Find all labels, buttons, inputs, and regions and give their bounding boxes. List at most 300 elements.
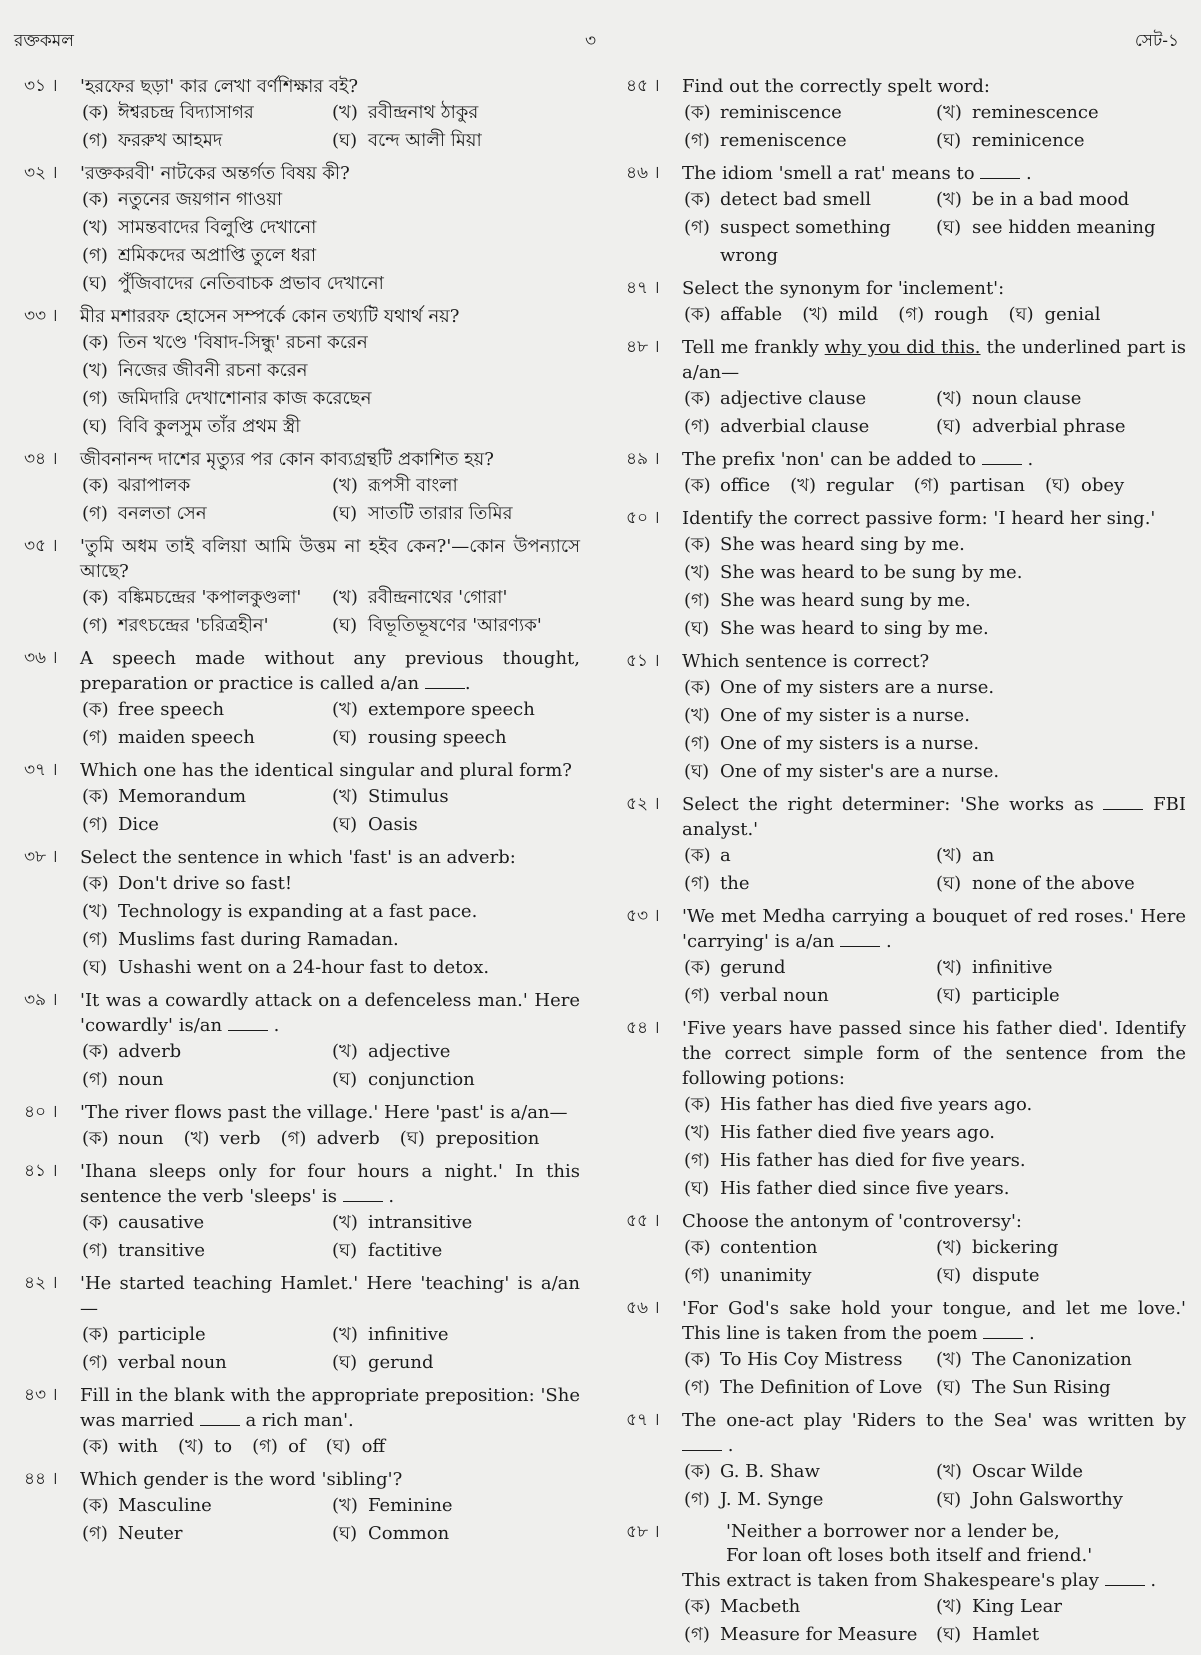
question-text	[682, 447, 1186, 472]
option-text: She was heard sing by me.	[720, 534, 965, 555]
question	[24, 447, 580, 528]
question	[24, 988, 580, 1094]
option-marker: (খ)	[936, 388, 962, 409]
answer-option[interactable]	[330, 783, 580, 811]
option-marker: (গ)	[82, 814, 108, 835]
answer-option[interactable]	[934, 1374, 1186, 1402]
answer-option[interactable]	[934, 1262, 1186, 1290]
answer-option[interactable]	[800, 301, 878, 329]
question	[24, 646, 580, 752]
option-text: infinitive	[368, 1324, 449, 1345]
option-marker: (খ)	[936, 1349, 962, 1370]
question	[24, 161, 580, 298]
question-body	[80, 758, 580, 839]
answer-option[interactable]	[80, 1433, 158, 1461]
option-marker: (ক)	[82, 475, 109, 496]
question-body	[80, 1467, 580, 1548]
answer-option[interactable]	[682, 1234, 934, 1262]
answer-option[interactable]	[330, 1492, 580, 1520]
answer-option[interactable]	[682, 1621, 934, 1649]
option-text: office	[720, 475, 771, 496]
answer-options	[80, 99, 580, 155]
answer-option[interactable]	[330, 584, 580, 612]
option-marker: (খ)	[183, 1128, 210, 1149]
question-body	[80, 161, 580, 298]
answer-option[interactable]	[682, 186, 934, 214]
text-segment: Which gender is the word 'sibling'?	[80, 1469, 403, 1490]
option-text: ঈশ্বরচন্দ্র বিদ্যাসাগর	[118, 102, 254, 123]
question-body	[80, 74, 580, 155]
answer-option[interactable]	[682, 702, 1186, 730]
answer-option[interactable]	[682, 1458, 934, 1486]
option-marker: (খ)	[936, 845, 962, 866]
fill-blank	[343, 1187, 383, 1202]
answer-option[interactable]	[934, 214, 1186, 270]
answer-option[interactable]	[934, 99, 1186, 127]
answer-option[interactable]	[330, 1038, 580, 1066]
option-text: বিবি কুলসুম তাঁর প্রথম স্ত্রী	[118, 416, 301, 437]
answer-option[interactable]	[682, 1262, 934, 1290]
question-body	[682, 1408, 1186, 1514]
option-text: gerund	[368, 1352, 434, 1373]
option-text: with	[118, 1436, 158, 1457]
answer-option[interactable]	[934, 1593, 1186, 1621]
text-segment: .	[880, 931, 892, 952]
option-marker: (গ)	[82, 388, 108, 409]
answer-option[interactable]	[80, 214, 580, 242]
question-text	[80, 1383, 580, 1433]
answer-option[interactable]	[682, 413, 934, 441]
answer-option[interactable]	[330, 1321, 580, 1349]
text-segment: 'For God's sake hold your tongue, and let me love.' This line is taken from the poem	[682, 1298, 1186, 1344]
answer-option[interactable]	[934, 1621, 1186, 1649]
option-marker: (গ)	[684, 1377, 710, 1398]
answer-option[interactable]	[80, 1038, 330, 1066]
answer-option[interactable]	[934, 842, 1186, 870]
option-text: verbal noun	[118, 1352, 227, 1373]
option-text: Common	[368, 1523, 450, 1544]
answer-option[interactable]	[80, 472, 330, 500]
answer-option[interactable]	[934, 1486, 1186, 1514]
answer-option[interactable]	[80, 1492, 330, 1520]
option-text: noun clause	[972, 388, 1082, 409]
option-text: contention	[720, 1237, 818, 1258]
text-segment: Identify the correct passive form: 'I heard her sing.'	[682, 508, 1156, 529]
question-number: ৪৭ ।	[626, 278, 660, 298]
option-text: শ্রমিকদের অপ্রাপ্তি তুলে ধরা	[118, 245, 317, 266]
question-body	[80, 1159, 580, 1265]
option-text: off	[361, 1436, 386, 1457]
option-text: suspect something wrong	[720, 217, 891, 266]
fill-blank	[840, 932, 880, 947]
question-text	[80, 1159, 580, 1209]
question-body	[80, 988, 580, 1094]
answer-option[interactable]	[250, 1433, 306, 1461]
answer-option[interactable]	[80, 500, 330, 528]
answer-option[interactable]	[682, 385, 934, 413]
text-segment: জীবনানন্দ দাশের মৃত্যুর পর কোন কাব্যগ্রন্থটি প্রকাশিত হয়?	[80, 449, 494, 470]
option-marker: (ক)	[82, 1495, 109, 1516]
answer-option[interactable]	[682, 1486, 934, 1514]
option-text: One of my sister's are a nurse.	[720, 761, 1000, 782]
question	[626, 447, 1186, 500]
answer-option[interactable]	[80, 1321, 330, 1349]
answer-option[interactable]	[934, 954, 1186, 982]
option-marker: (ঘ)	[332, 814, 358, 835]
answer-option[interactable]	[330, 1066, 580, 1094]
option-text: mild	[838, 304, 879, 325]
option-marker: (ক)	[82, 1436, 109, 1457]
answer-option[interactable]	[330, 811, 580, 839]
answer-option[interactable]	[682, 1346, 934, 1374]
option-marker: (ঘ)	[82, 273, 108, 294]
option-text: The Sun Rising	[972, 1377, 1111, 1398]
answer-option[interactable]	[934, 982, 1186, 1010]
option-text: factitive	[368, 1240, 443, 1261]
answer-option[interactable]	[682, 301, 782, 329]
answer-option[interactable]	[682, 1147, 1186, 1175]
option-marker: (ঘ)	[936, 416, 962, 437]
answer-option[interactable]	[934, 413, 1186, 441]
question-text	[80, 758, 580, 783]
answer-option[interactable]	[682, 730, 1186, 758]
answer-option[interactable]	[80, 186, 580, 214]
answer-option[interactable]	[80, 898, 580, 926]
text-segment: Fill in the blank with the appropriate preposition: 'She was married	[80, 1385, 580, 1431]
answer-option[interactable]	[682, 982, 934, 1010]
question-body	[682, 1016, 1186, 1203]
text-segment: .	[1144, 1570, 1157, 1591]
question-number: ৫৬ ।	[626, 1298, 660, 1318]
option-marker: (ঘ)	[936, 1489, 962, 1510]
answer-option[interactable]	[934, 186, 1186, 214]
answer-option[interactable]	[682, 99, 934, 127]
answer-option[interactable]	[682, 870, 934, 898]
question-text	[682, 276, 1186, 301]
option-text: to	[214, 1436, 233, 1457]
text-segment: 'It was a cowardly attack on a defenceless man.' Here 'cowardly' is/an	[80, 990, 580, 1036]
question	[626, 276, 1186, 329]
answer-option[interactable]	[682, 472, 770, 500]
question-number: ৫৪ ।	[626, 1018, 660, 1038]
answer-options	[80, 1321, 580, 1377]
answer-option[interactable]	[80, 1066, 330, 1094]
answer-option[interactable]	[682, 1091, 1186, 1119]
option-text: তিন খণ্ডে 'বিষাদ-সিন্ধু' রচনা করেন	[118, 332, 368, 353]
option-text: Oscar Wilde	[972, 1461, 1084, 1482]
answer-option[interactable]	[682, 1119, 1186, 1147]
text-segment: 'রক্তকরবী' নাটকের অন্তর্গত বিষয় কী?	[80, 163, 350, 184]
option-text: পুঁজিবাদের নেতিবাচক প্রভাব দেখানো	[118, 273, 384, 294]
answer-option[interactable]	[176, 1433, 232, 1461]
option-marker: (খ)	[936, 957, 962, 978]
question-number: ৩৫ ।	[24, 536, 58, 556]
answer-option[interactable]	[682, 1374, 934, 1402]
option-text: adverbial clause	[720, 416, 870, 437]
answer-option[interactable]	[1043, 472, 1124, 500]
question-body	[682, 1296, 1186, 1402]
answer-option[interactable]	[80, 127, 330, 155]
option-marker: (ক)	[82, 332, 109, 353]
answer-option[interactable]	[330, 500, 580, 528]
answer-option[interactable]	[330, 1237, 580, 1265]
question-number: ৫৮ ।	[626, 1522, 660, 1542]
text-segment: This extract is taken from Shakespeare's play	[682, 1570, 1105, 1591]
option-marker: (গ)	[684, 985, 710, 1006]
answer-option[interactable]	[934, 870, 1186, 898]
answer-option[interactable]	[896, 301, 988, 329]
answer-option[interactable]	[934, 127, 1186, 155]
option-marker: (ক)	[82, 1041, 109, 1062]
option-text: John Galsworthy	[972, 1489, 1123, 1510]
option-text: reminicence	[972, 130, 1085, 151]
answer-option[interactable]	[682, 559, 1186, 587]
option-marker: (খ)	[684, 1122, 710, 1143]
option-text: The Canonization	[972, 1349, 1132, 1370]
answer-option[interactable]	[398, 1125, 540, 1153]
text-segment: .	[722, 1435, 734, 1456]
answer-option[interactable]	[80, 413, 580, 441]
option-text: She was heard to sing by me.	[720, 618, 989, 639]
answer-option[interactable]	[80, 270, 580, 298]
answer-option[interactable]	[80, 954, 580, 982]
answer-option[interactable]	[80, 385, 580, 413]
answer-option[interactable]	[80, 870, 580, 898]
answer-option[interactable]	[279, 1125, 380, 1153]
answer-option[interactable]	[682, 127, 934, 155]
option-marker: (গ)	[684, 590, 710, 611]
answer-options	[682, 531, 1186, 643]
text-segment: Which sentence is correct?	[682, 651, 930, 672]
answer-option[interactable]	[80, 1237, 330, 1265]
option-text: adjective clause	[720, 388, 867, 409]
answer-options	[80, 1038, 580, 1094]
option-text: Muslims fast during Ramadan.	[118, 929, 399, 950]
answer-option[interactable]	[324, 1433, 386, 1461]
question-number: ৪২ ।	[24, 1273, 58, 1293]
option-marker: (গ)	[82, 245, 108, 266]
question-text	[682, 1568, 1186, 1593]
answer-option[interactable]	[80, 329, 580, 357]
left-column	[24, 74, 580, 1554]
underlined-phrase: why you did this.	[824, 337, 981, 358]
option-text: Memorandum	[118, 786, 247, 807]
option-marker: (ঘ)	[936, 1377, 962, 1398]
answer-option[interactable]	[80, 724, 330, 752]
option-marker: (খ)	[332, 1324, 358, 1345]
answer-option[interactable]	[330, 472, 580, 500]
question	[626, 1016, 1186, 1203]
text-segment: the underlined part is a/an—	[682, 337, 1186, 383]
fill-blank	[682, 1436, 722, 1451]
option-marker: (ঘ)	[82, 957, 108, 978]
answer-option[interactable]	[330, 696, 580, 724]
option-marker: (খ)	[332, 1041, 358, 1062]
answer-option[interactable]	[80, 696, 330, 724]
question-body	[80, 447, 580, 528]
option-marker: (গ)	[280, 1128, 307, 1149]
option-text: adverb	[316, 1128, 380, 1149]
answer-option[interactable]	[788, 472, 893, 500]
option-text: To His Coy Mistress	[720, 1349, 903, 1370]
option-text: One of my sisters is a nurse.	[720, 733, 980, 754]
question-body	[80, 304, 580, 441]
question	[24, 74, 580, 155]
question	[626, 74, 1186, 155]
answer-option[interactable]	[80, 1125, 164, 1153]
option-marker: (ঘ)	[936, 217, 962, 238]
option-marker: (খ)	[332, 1495, 358, 1516]
option-marker: (ঘ)	[332, 727, 358, 748]
question-body	[80, 1100, 580, 1153]
answer-option[interactable]	[330, 1349, 580, 1377]
answer-options	[682, 1458, 1186, 1514]
question-text	[80, 161, 580, 186]
option-marker: (খ)	[936, 1596, 962, 1617]
text-segment: The idiom 'smell a rat' means to	[682, 163, 981, 184]
text-segment: 'তুমি অধম তাই বলিয়া আমি উত্তম না হইব কেন?'—কোন উপন্যাসে আছে?	[80, 536, 580, 582]
answer-options	[80, 1125, 580, 1153]
answer-option[interactable]	[682, 615, 1186, 643]
answer-option[interactable]	[934, 1234, 1186, 1262]
question	[626, 1209, 1186, 1290]
option-text: unanimity	[720, 1265, 812, 1286]
option-marker: (ক)	[684, 1094, 711, 1115]
option-text: the	[720, 873, 750, 894]
answer-options	[682, 186, 1186, 270]
question-body	[682, 1520, 1186, 1649]
question-text	[80, 646, 580, 696]
answer-option[interactable]	[80, 99, 330, 127]
question-text	[682, 1296, 1186, 1346]
option-marker: (খ)	[684, 562, 710, 583]
answer-option[interactable]	[182, 1125, 261, 1153]
answer-option[interactable]	[934, 385, 1186, 413]
answer-options	[682, 301, 1186, 329]
text-segment: Which one has the identical singular and plural form?	[80, 760, 572, 781]
answer-option[interactable]	[682, 674, 1186, 702]
answer-option[interactable]	[80, 242, 580, 270]
option-text: ফররুখ আহমদ	[118, 130, 223, 151]
question	[24, 1467, 580, 1548]
answer-options	[80, 1492, 580, 1548]
text-segment: FBI analyst.'	[682, 794, 1186, 840]
option-marker: (ক)	[684, 845, 711, 866]
option-text: His father has died five years ago.	[720, 1094, 1033, 1115]
option-marker: (গ)	[913, 475, 940, 496]
option-text: ঝরাপালক	[118, 475, 191, 496]
option-marker: (খ)	[332, 475, 358, 496]
option-marker: (ক)	[684, 1596, 711, 1617]
answer-option[interactable]	[682, 954, 934, 982]
option-marker: (গ)	[82, 1069, 108, 1090]
answer-options	[80, 472, 580, 528]
option-text: see hidden meaning	[972, 217, 1156, 238]
question-number: ৩২ ।	[24, 163, 58, 183]
answer-options	[80, 584, 580, 640]
answer-option[interactable]	[682, 587, 1186, 615]
answer-option[interactable]	[682, 1593, 934, 1621]
answer-option[interactable]	[682, 531, 1186, 559]
answer-option[interactable]	[330, 99, 580, 127]
option-text: Macbeth	[720, 1596, 801, 1617]
answer-options	[682, 1234, 1186, 1290]
answer-option[interactable]	[330, 612, 580, 640]
answer-option[interactable]	[80, 783, 330, 811]
option-marker: (ক)	[82, 786, 109, 807]
fill-blank	[982, 450, 1022, 465]
fill-blank	[1105, 1571, 1145, 1586]
question-text	[80, 1467, 580, 1492]
option-marker: (খ)	[332, 587, 358, 608]
question-text	[682, 335, 1186, 385]
answer-option[interactable]	[80, 1209, 330, 1237]
option-marker: (গ)	[684, 733, 710, 754]
option-marker: (গ)	[82, 727, 108, 748]
text-segment: a rich man'.	[239, 1410, 354, 1431]
answer-option[interactable]	[934, 1346, 1186, 1374]
question-number: ৪৫ ।	[626, 76, 660, 96]
text-segment: Select the synonym for 'inclement':	[682, 278, 1005, 299]
answer-option[interactable]	[80, 1349, 330, 1377]
answer-option[interactable]	[682, 758, 1186, 786]
option-marker: (ক)	[684, 102, 711, 123]
option-text: participle	[972, 985, 1060, 1006]
option-marker: (গ)	[82, 929, 108, 950]
answer-option[interactable]	[80, 612, 330, 640]
option-text: One of my sister is a nurse.	[720, 705, 970, 726]
question-number: ৩৭ ।	[24, 760, 58, 780]
answer-options	[682, 1593, 1186, 1649]
option-text: causative	[118, 1212, 205, 1233]
question-body	[682, 1209, 1186, 1290]
option-text: detect bad smell	[720, 189, 872, 210]
option-text: free speech	[118, 699, 225, 720]
answer-option[interactable]	[330, 1520, 580, 1548]
option-marker: (ঘ)	[936, 130, 962, 151]
option-text: a	[720, 845, 731, 866]
option-marker: (ক)	[684, 534, 711, 555]
question-body	[682, 335, 1186, 441]
fill-blank	[425, 674, 465, 689]
option-marker: (ঘ)	[936, 1265, 962, 1286]
option-marker: (ক)	[82, 1128, 109, 1149]
answer-option[interactable]	[330, 127, 580, 155]
answer-option[interactable]	[330, 1209, 580, 1237]
answer-option[interactable]	[330, 724, 580, 752]
option-marker: (ক)	[684, 1461, 711, 1482]
answer-option[interactable]	[80, 584, 330, 612]
option-marker: (গ)	[898, 304, 925, 325]
answer-option[interactable]	[80, 926, 580, 954]
option-marker: (খ)	[332, 1212, 358, 1233]
answer-option[interactable]	[80, 1520, 330, 1548]
answer-option[interactable]	[1006, 301, 1100, 329]
question-number: ৩৯ ।	[24, 990, 58, 1010]
question-text	[682, 792, 1186, 842]
option-marker: (ক)	[684, 189, 711, 210]
answer-option[interactable]	[934, 1458, 1186, 1486]
answer-option[interactable]	[682, 842, 934, 870]
option-text: verb	[219, 1128, 261, 1149]
option-marker: (ঘ)	[325, 1436, 351, 1457]
answer-option[interactable]	[912, 472, 1025, 500]
answer-option[interactable]	[80, 811, 330, 839]
answer-option[interactable]	[682, 1175, 1186, 1203]
answer-option[interactable]	[682, 214, 934, 270]
answer-option[interactable]	[80, 357, 580, 385]
option-text: conjunction	[368, 1069, 475, 1090]
